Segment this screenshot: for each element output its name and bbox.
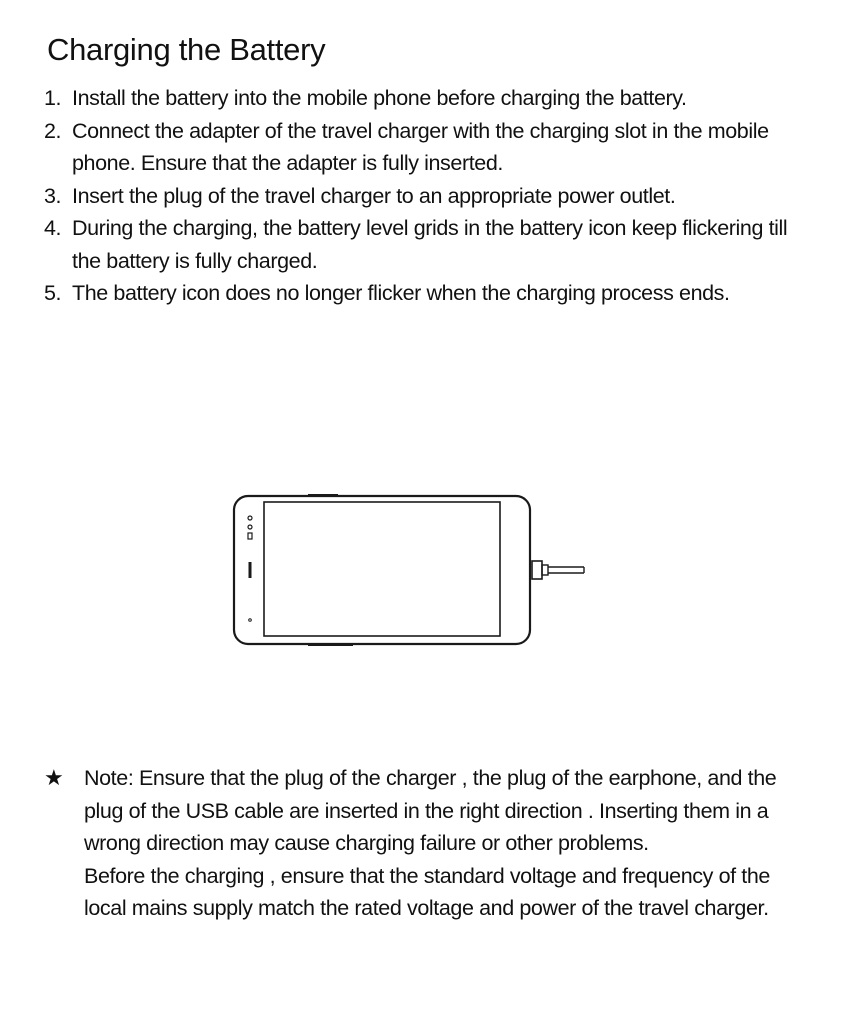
charging-note [44, 762, 784, 925]
charger-plug-head [542, 565, 548, 575]
phone-sensor-icon [248, 525, 252, 529]
step-item [44, 180, 814, 213]
step-text: Install the battery into the mobile phone before charging the battery. [72, 86, 687, 110]
phone-charging-illustration [228, 490, 598, 650]
step-item [44, 115, 814, 180]
step-text: Insert the plug of the travel charger to an appropriate power outlet. [72, 183, 676, 208]
charger-connector [532, 561, 542, 579]
phone-mic-icon [249, 619, 252, 622]
charging-steps-list [44, 82, 814, 310]
phone-camera-icon [248, 533, 252, 539]
phone-sensor-icon [248, 516, 252, 520]
step-number: 5. [44, 281, 62, 305]
note-paragraph: Before the charging , ensure that the standard voltage and frequency of the local mains supply match the rated voltage and power of the travel charger. [84, 863, 770, 920]
step-text: Connect the adapter of the travel charger with the charging slot in the mobile phone. Ensure that the adapter is fully inserted. [72, 118, 769, 175]
step-item [44, 212, 814, 277]
phone-body [234, 496, 530, 644]
step-number: 1. [44, 86, 62, 110]
step-number: 2. [44, 118, 62, 143]
step-item [44, 82, 814, 115]
step-text: During the charging, the battery level grids in the battery icon keep flickering till the battery is fully charged. [72, 216, 788, 273]
step-number: 4. [44, 216, 62, 240]
phone-screen [264, 502, 500, 636]
star-icon: ★ [44, 765, 64, 790]
note-paragraph: Note: Ensure that the plug of the charger , the plug of the earphone, and the plug of the USB cable are inserted in the right direction . Inserting them in a wrong direction may cause charging failure or other problems. [84, 766, 777, 855]
step-item [44, 277, 814, 310]
page-title: Charging the Battery [47, 32, 326, 67]
step-number: 3. [44, 183, 62, 208]
note-body [84, 762, 784, 925]
step-text: The battery icon does no longer flicker when the charging process ends. [72, 281, 730, 305]
